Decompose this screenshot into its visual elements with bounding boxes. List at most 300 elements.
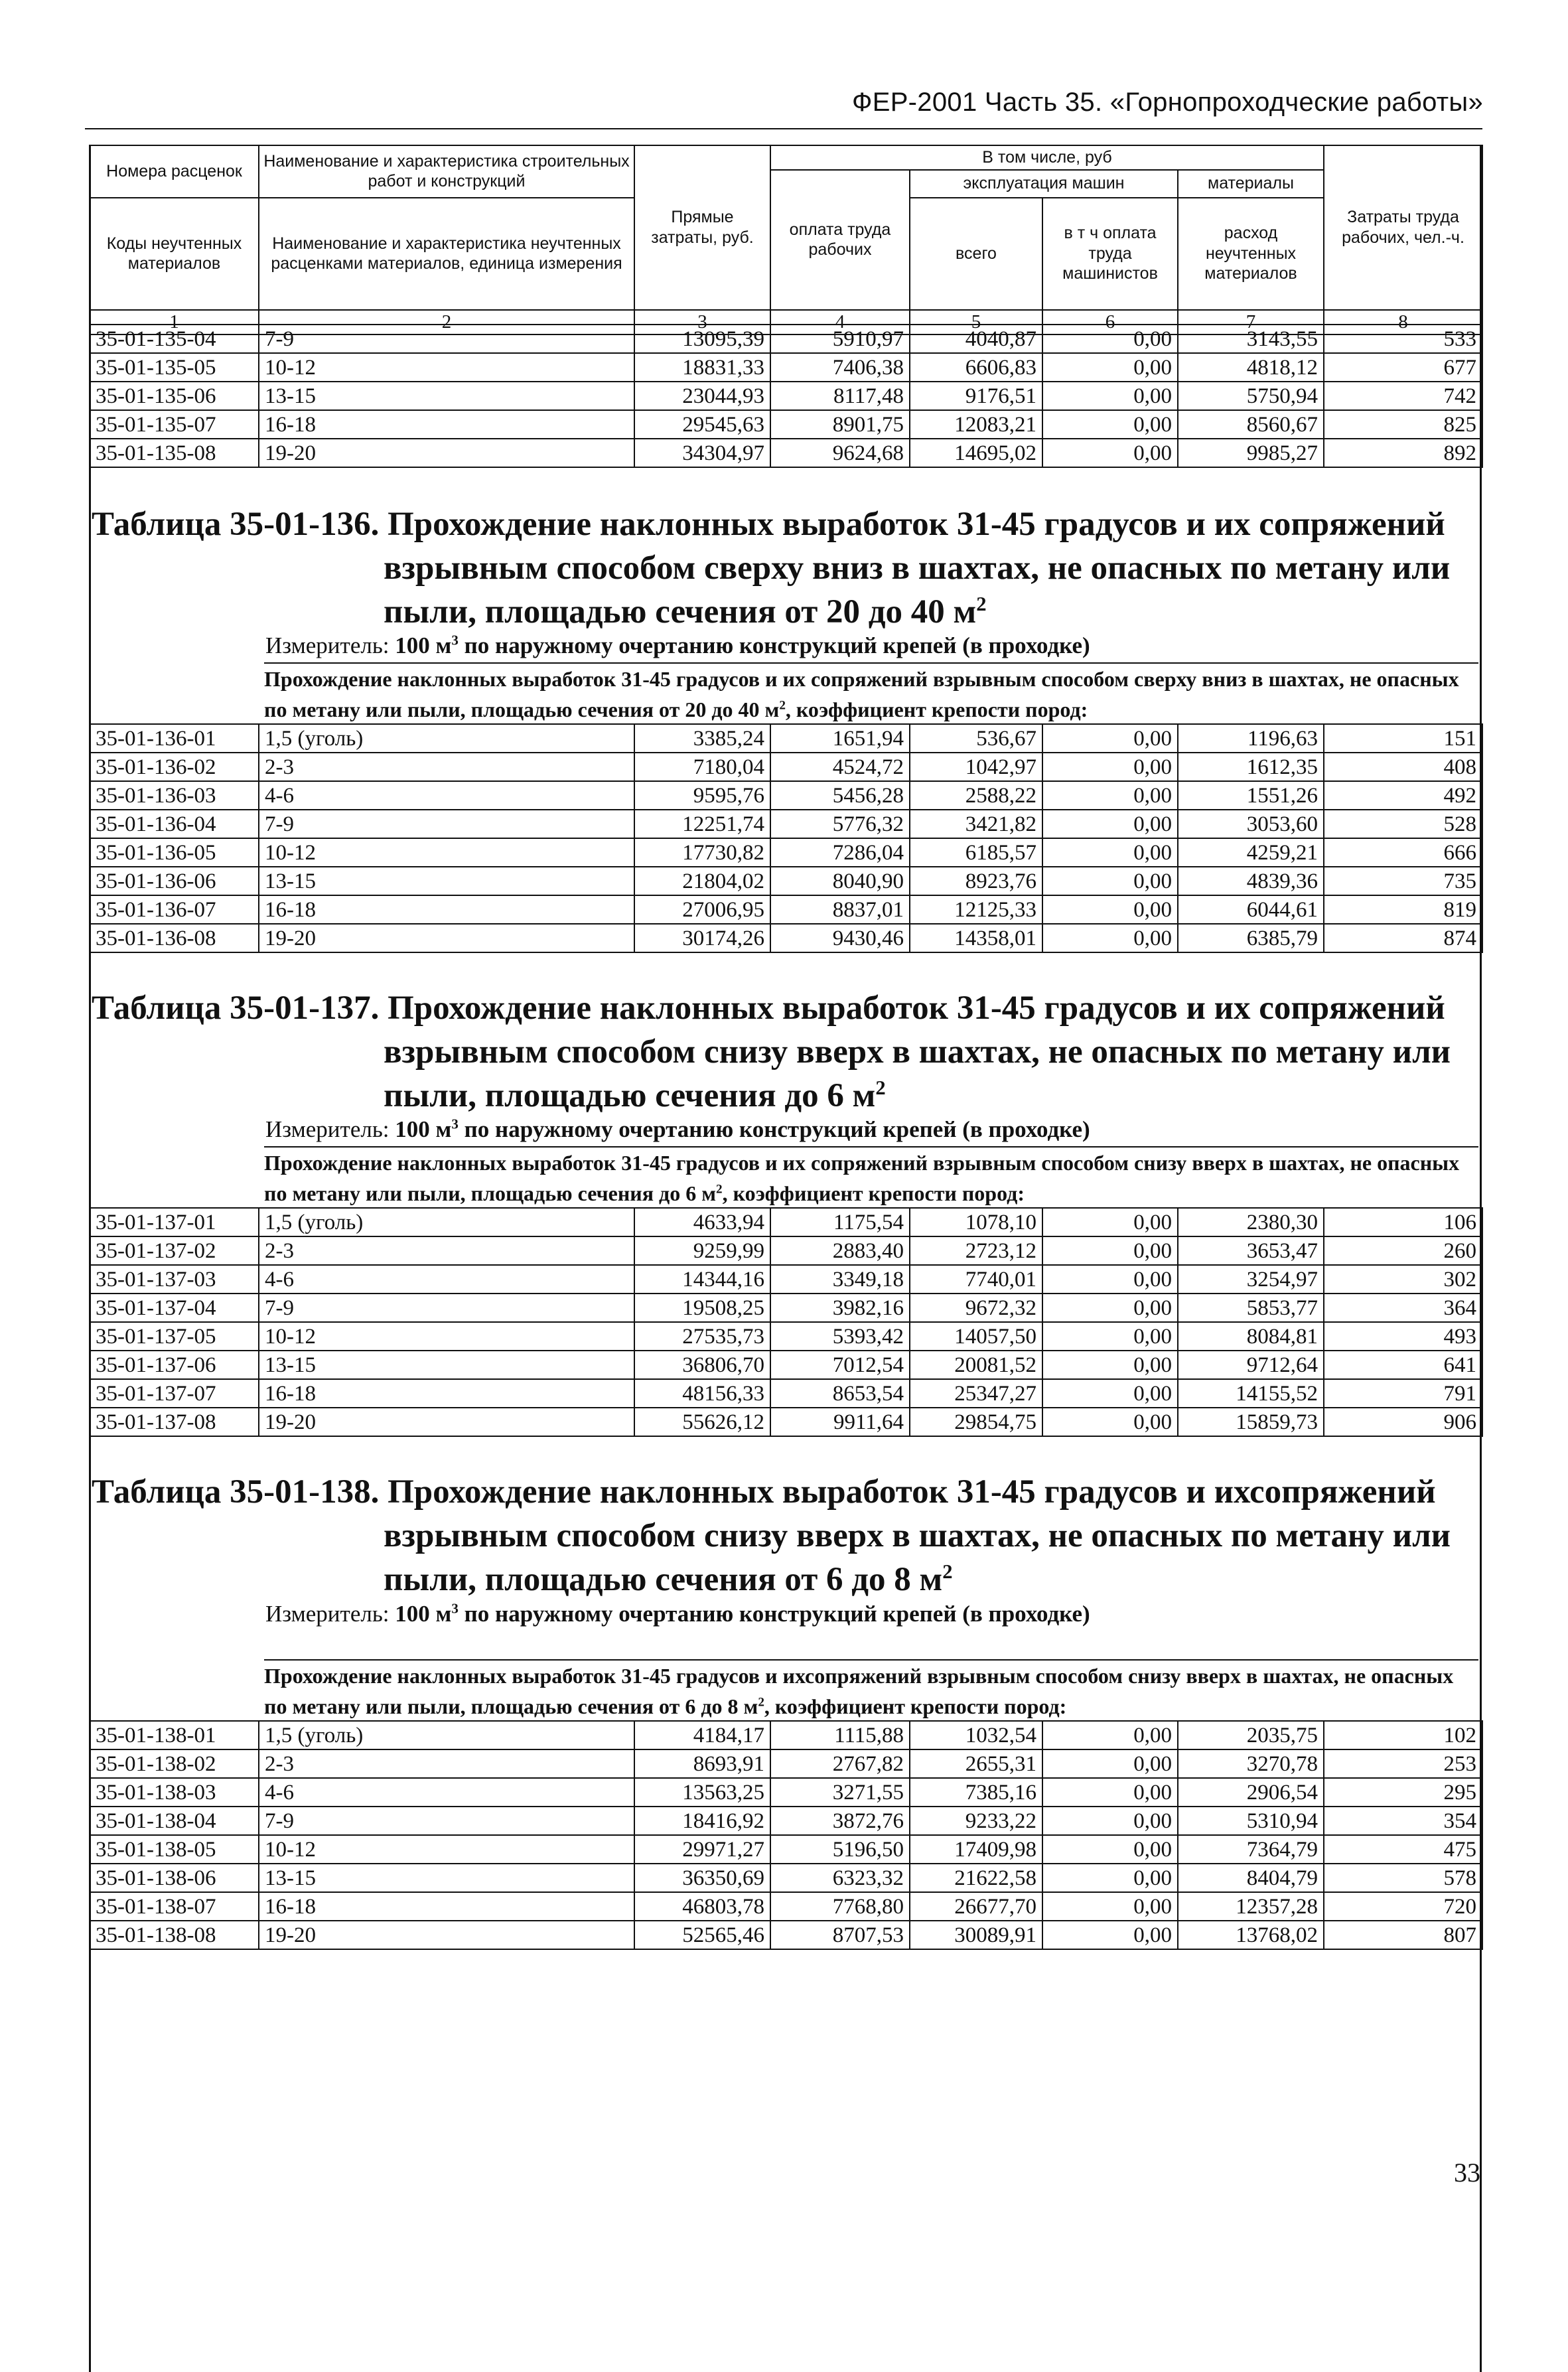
cell-rate-code: 35-01-138-05	[90, 1835, 259, 1864]
cell-operators-pay: 0,00	[1042, 895, 1178, 924]
cell-rate-code: 35-01-137-05	[90, 1322, 259, 1351]
cell-labor-hours: 819	[1324, 895, 1482, 924]
col-number-5: 5	[910, 310, 1042, 334]
cell-labor-hours: 807	[1324, 1921, 1482, 1949]
table-row	[90, 895, 1482, 924]
cell-rate-code: 35-01-137-02	[90, 1236, 259, 1265]
cell-machines-total: 14358,01	[910, 924, 1042, 952]
cell-hardness: 1,5 (уголь)	[259, 724, 634, 753]
cell-direct-costs: 12251,74	[634, 810, 770, 838]
cell-machines-total: 9672,32	[910, 1294, 1042, 1322]
cell-workers-pay: 6323,32	[770, 1864, 910, 1892]
cell-machines-total: 30089,91	[910, 1921, 1042, 1949]
cell-labor-hours: 892	[1324, 439, 1482, 467]
cell-labor-hours: 825	[1324, 410, 1482, 439]
meter-label: Измеритель:	[265, 632, 390, 658]
cell-material-consumption: 1196,63	[1178, 724, 1324, 753]
cell-direct-costs: 13563,25	[634, 1778, 770, 1807]
table-row	[90, 353, 1482, 382]
table-137-title: Прохождение наклонных выработок 31-45 градусов и их сопряжений взрывным способом снизу вверх в шахтах, не опасных по метану или пыли, площадью сечения до 6 м	[384, 990, 1451, 1114]
cell-rate-code: 35-01-136-02	[90, 753, 259, 781]
cell-material-consumption: 8084,81	[1178, 1322, 1324, 1351]
cell-direct-costs: 4184,17	[634, 1721, 770, 1749]
cell-labor-hours: 641	[1324, 1351, 1482, 1379]
table-row	[90, 1721, 1482, 1749]
cell-workers-pay: 9430,46	[770, 924, 910, 952]
meter-unit: 100 $м^3$ по наружному очертанию конструкций крепей (в проходке)	[395, 1116, 1090, 1142]
cell-labor-hours: 533	[1324, 325, 1482, 353]
cell-labor-hours: 742	[1324, 382, 1482, 410]
table-138-title-sup: 2	[942, 1560, 953, 1583]
cell-labor-hours: 906	[1324, 1408, 1482, 1436]
cell-labor-hours: 253	[1324, 1749, 1482, 1778]
cell-material-consumption: 3270,78	[1178, 1749, 1324, 1778]
table-138-caption	[92, 1470, 1478, 1601]
cell-workers-pay: 8653,54	[770, 1379, 910, 1408]
cell-labor-hours: 720	[1324, 1892, 1482, 1921]
cell-hardness: 13-15	[259, 382, 634, 410]
cell-direct-costs: 19508,25	[634, 1294, 770, 1322]
cell-workers-pay: 7012,54	[770, 1351, 910, 1379]
cell-labor-hours: 364	[1324, 1294, 1482, 1322]
cell-operators-pay: 0,00	[1042, 1322, 1178, 1351]
cell-machines-total: 25347,27	[910, 1379, 1042, 1408]
cell-hardness: 7-9	[259, 325, 634, 353]
cell-machines-total: 21622,58	[910, 1864, 1042, 1892]
table-row	[90, 325, 1482, 353]
table-row	[90, 753, 1482, 781]
cell-machines-total: 1042,97	[910, 753, 1042, 781]
cell-workers-pay: 7286,04	[770, 838, 910, 867]
cell-operators-pay: 0,00	[1042, 1892, 1178, 1921]
table-row	[90, 410, 1482, 439]
cell-material-consumption: 4839,36	[1178, 867, 1324, 895]
meter-unit: 100 $м^3$ по наружному очертанию конструкций крепей (в проходке)	[395, 1600, 1090, 1627]
table-row	[90, 781, 1482, 810]
cell-labor-hours: 260	[1324, 1236, 1482, 1265]
cell-direct-costs: 4633,94	[634, 1208, 770, 1236]
cell-material-consumption: 14155,52	[1178, 1379, 1324, 1408]
cell-rate-code: 35-01-138-08	[90, 1921, 259, 1949]
cell-hardness: 7-9	[259, 1807, 634, 1835]
cell-workers-pay: 7406,38	[770, 353, 910, 382]
cell-machines-total: 2723,12	[910, 1236, 1042, 1265]
cell-workers-pay: 7768,80	[770, 1892, 910, 1921]
cell-hardness: 10-12	[259, 838, 634, 867]
column-header-table	[89, 145, 1483, 335]
cell-operators-pay: 0,00	[1042, 1864, 1178, 1892]
cell-operators-pay: 0,00	[1042, 1835, 1178, 1864]
cell-rate-code: 35-01-137-04	[90, 1294, 259, 1322]
table-136-number: Таблица 35-01-136.	[92, 506, 380, 543]
cell-material-consumption: 6385,79	[1178, 924, 1324, 952]
cell-workers-pay: 1115,88	[770, 1721, 910, 1749]
cell-direct-costs: 21804,02	[634, 867, 770, 895]
table-row	[90, 1864, 1482, 1892]
table-138-work-description: Прохождение наклонных выработок 31-45 градусов и ихсопряжений взрывным способом снизу вверх в шахтах, не опасных по метану или пыли, площадью сечения от 6 до 8 $м^2$, коэффициент крепости пород:	[264, 1659, 1478, 1722]
cell-direct-costs: 29971,27	[634, 1835, 770, 1864]
cell-labor-hours: 106	[1324, 1208, 1482, 1236]
cell-material-consumption: 8560,67	[1178, 410, 1324, 439]
col-number-8: 8	[1324, 310, 1482, 334]
cell-labor-hours: 408	[1324, 753, 1482, 781]
cell-workers-pay: 4524,72	[770, 753, 910, 781]
cell-labor-hours: 677	[1324, 353, 1482, 382]
cell-workers-pay: 5393,42	[770, 1322, 910, 1351]
table-138-number: Таблица 35-01-138.	[92, 1473, 380, 1511]
cell-direct-costs: 13095,39	[634, 325, 770, 353]
cell-labor-hours: 578	[1324, 1864, 1482, 1892]
cell-direct-costs: 30174,26	[634, 924, 770, 952]
cell-direct-costs: 23044,93	[634, 382, 770, 410]
cell-direct-costs: 48156,33	[634, 1379, 770, 1408]
cell-labor-hours: 666	[1324, 838, 1482, 867]
table-row	[90, 1892, 1482, 1921]
table-row	[90, 1749, 1482, 1778]
cell-workers-pay: 5196,50	[770, 1835, 910, 1864]
table-135-rows	[89, 324, 1483, 468]
cell-hardness: 19-20	[259, 1921, 634, 1949]
cell-hardness: 7-9	[259, 810, 634, 838]
cell-material-consumption: 9985,27	[1178, 439, 1324, 467]
cell-hardness: 2-3	[259, 1749, 634, 1778]
cell-labor-hours: 475	[1324, 1835, 1482, 1864]
cell-operators-pay: 0,00	[1042, 382, 1178, 410]
cell-operators-pay: 0,00	[1042, 1379, 1178, 1408]
table-row	[90, 1351, 1482, 1379]
cell-material-consumption: 7364,79	[1178, 1835, 1324, 1864]
table-row	[90, 924, 1482, 952]
cell-operators-pay: 0,00	[1042, 781, 1178, 810]
cell-machines-total: 7385,16	[910, 1778, 1042, 1807]
header-rule	[85, 128, 1482, 129]
col-number-1: 1	[90, 310, 259, 334]
cell-hardness: 16-18	[259, 1379, 634, 1408]
cell-direct-costs: 17730,82	[634, 838, 770, 867]
cell-machines-total: 2588,22	[910, 781, 1042, 810]
cell-hardness: 1,5 (уголь)	[259, 1208, 634, 1236]
cell-hardness: 13-15	[259, 1864, 634, 1892]
header-direct-costs: Прямые затраты, руб.	[634, 145, 770, 310]
header-including: В том числе, руб	[770, 145, 1324, 170]
cell-machines-total: 9176,51	[910, 382, 1042, 410]
cell-operators-pay: 0,00	[1042, 867, 1178, 895]
cell-machines-total: 3421,82	[910, 810, 1042, 838]
cell-hardness: 13-15	[259, 867, 634, 895]
cell-workers-pay: 5910,97	[770, 325, 910, 353]
cell-machines-total: 14057,50	[910, 1322, 1042, 1351]
table-row	[90, 1807, 1482, 1835]
cell-rate-code: 35-01-137-06	[90, 1351, 259, 1379]
table-137-work-description: Прохождение наклонных выработок 31-45 градусов и их сопряжений взрывным способом снизу вверх в шахтах, не опасных по метану или пыли, площадью сечения до 6 $м^2$, коэффициент крепости пород:	[264, 1146, 1478, 1209]
cell-rate-code: 35-01-137-08	[90, 1408, 259, 1436]
cell-workers-pay: 8117,48	[770, 382, 910, 410]
cell-workers-pay: 3982,16	[770, 1294, 910, 1322]
table-136-work-description: Прохождение наклонных выработок 31-45 градусов и их сопряжений взрывным способом сверху вниз в шахтах, не опасных по метану или пыли, площадью сечения от 20 до 40 $м^2$, коэффициент крепости пород:	[264, 662, 1478, 725]
col-number-2: 2	[259, 310, 634, 334]
cell-operators-pay: 0,00	[1042, 1236, 1178, 1265]
cell-operators-pay: 0,00	[1042, 810, 1178, 838]
header-materials: материалы	[1178, 170, 1324, 198]
running-head: ФЕР-2001 Часть 35. «Горнопроходческие работы»	[852, 88, 1483, 117]
header-operators-pay: в т ч оплата труда машинистов	[1042, 198, 1178, 310]
cell-operators-pay: 0,00	[1042, 1351, 1178, 1379]
cell-hardness: 4-6	[259, 1265, 634, 1294]
cell-rate-code: 35-01-138-07	[90, 1892, 259, 1921]
cell-hardness: 7-9	[259, 1294, 634, 1322]
cell-material-consumption: 3254,97	[1178, 1265, 1324, 1294]
meter-unit: 100 $м^3$ по наружному очертанию конструкций крепей (в проходке)	[395, 632, 1090, 658]
table-row	[90, 382, 1482, 410]
cell-workers-pay: 3349,18	[770, 1265, 910, 1294]
cell-direct-costs: 9259,99	[634, 1236, 770, 1265]
cell-labor-hours: 492	[1324, 781, 1482, 810]
cell-operators-pay: 0,00	[1042, 410, 1178, 439]
cell-direct-costs: 55626,12	[634, 1408, 770, 1436]
cell-operators-pay: 0,00	[1042, 1408, 1178, 1436]
cell-material-consumption: 15859,73	[1178, 1408, 1324, 1436]
cell-direct-costs: 36806,70	[634, 1351, 770, 1379]
cell-direct-costs: 27006,95	[634, 895, 770, 924]
cell-material-consumption: 8404,79	[1178, 1864, 1324, 1892]
table-row	[90, 1408, 1482, 1436]
cell-rate-code: 35-01-138-01	[90, 1721, 259, 1749]
cell-labor-hours: 151	[1324, 724, 1482, 753]
cell-material-consumption: 9712,64	[1178, 1351, 1324, 1379]
header-material-name: Наименование и характеристика неучтенных расценками материалов, единица измерения	[259, 198, 634, 310]
cell-machines-total: 26677,70	[910, 1892, 1042, 1921]
cell-rate-code: 35-01-138-06	[90, 1864, 259, 1892]
cell-rate-code: 35-01-135-08	[90, 439, 259, 467]
table-137-title-sup: 2	[875, 1076, 886, 1099]
cell-direct-costs: 7180,04	[634, 753, 770, 781]
header-workers-pay: оплата труда рабочих	[770, 170, 910, 310]
cell-material-consumption: 4259,21	[1178, 838, 1324, 867]
table-138-meter	[265, 1601, 1090, 1627]
cell-material-consumption: 5853,77	[1178, 1294, 1324, 1322]
table-row	[90, 1778, 1482, 1807]
table-row	[90, 1236, 1482, 1265]
table-137-title-block	[92, 986, 1478, 1118]
cell-rate-code: 35-01-136-06	[90, 867, 259, 895]
cell-operators-pay: 0,00	[1042, 1921, 1178, 1949]
cell-machines-total: 17409,98	[910, 1835, 1042, 1864]
header-work-name: Наименование и характеристика строительных работ и конструкций	[259, 145, 634, 198]
table-row	[90, 1921, 1482, 1949]
table-row	[90, 1208, 1482, 1236]
cell-workers-pay: 9911,64	[770, 1408, 910, 1436]
cell-rate-code: 35-01-136-01	[90, 724, 259, 753]
cell-operators-pay: 0,00	[1042, 1208, 1178, 1236]
cell-direct-costs: 18416,92	[634, 1807, 770, 1835]
cell-machines-total: 29854,75	[910, 1408, 1042, 1436]
col-number-4: 4	[770, 310, 910, 334]
header-material-consumption: расход неучтенных материалов	[1178, 198, 1324, 310]
header-rate-number: Номера расценок	[90, 145, 259, 198]
header-material-code: Коды неучтенных материалов	[90, 198, 259, 310]
cell-material-consumption: 13768,02	[1178, 1921, 1324, 1949]
cell-machines-total: 6606,83	[910, 353, 1042, 382]
table-row	[90, 1835, 1482, 1864]
cell-hardness: 10-12	[259, 1322, 634, 1351]
cell-operators-pay: 0,00	[1042, 1749, 1178, 1778]
col-number-6: 6	[1042, 310, 1178, 334]
header-labor-costs: Затраты труда рабочих, чел.-ч.	[1324, 145, 1482, 310]
cell-workers-pay: 8040,90	[770, 867, 910, 895]
cell-material-consumption: 12357,28	[1178, 1892, 1324, 1921]
header-machines-total: всего	[910, 198, 1042, 310]
cell-hardness: 19-20	[259, 924, 634, 952]
cell-machines-total: 9233,22	[910, 1807, 1042, 1835]
cell-workers-pay: 3872,76	[770, 1807, 910, 1835]
cell-machines-total: 8923,76	[910, 867, 1042, 895]
cell-rate-code: 35-01-136-03	[90, 781, 259, 810]
cell-machines-total: 1032,54	[910, 1721, 1042, 1749]
cell-material-consumption: 2380,30	[1178, 1208, 1324, 1236]
cell-direct-costs: 34304,97	[634, 439, 770, 467]
cell-rate-code: 35-01-136-04	[90, 810, 259, 838]
cell-workers-pay: 3271,55	[770, 1778, 910, 1807]
cell-operators-pay: 0,00	[1042, 1265, 1178, 1294]
cell-rate-code: 35-01-138-02	[90, 1749, 259, 1778]
cell-rate-code: 35-01-135-06	[90, 382, 259, 410]
cell-material-consumption: 3653,47	[1178, 1236, 1324, 1265]
table-row	[90, 439, 1482, 467]
cell-workers-pay: 1175,54	[770, 1208, 910, 1236]
page-number: 33	[1454, 2158, 1480, 2187]
cell-rate-code: 35-01-138-03	[90, 1778, 259, 1807]
table-136-meter	[265, 632, 1090, 659]
cell-rate-code: 35-01-135-07	[90, 410, 259, 439]
cell-machines-total: 4040,87	[910, 325, 1042, 353]
table-137-number: Таблица 35-01-137.	[92, 990, 380, 1027]
cell-operators-pay: 0,00	[1042, 1294, 1178, 1322]
cell-workers-pay: 2883,40	[770, 1236, 910, 1265]
cell-material-consumption: 5750,94	[1178, 382, 1324, 410]
cell-labor-hours: 791	[1324, 1379, 1482, 1408]
cell-machines-total: 1078,10	[910, 1208, 1042, 1236]
cell-labor-hours: 874	[1324, 924, 1482, 952]
cell-operators-pay: 0,00	[1042, 1778, 1178, 1807]
cell-rate-code: 35-01-137-07	[90, 1379, 259, 1408]
table-136-rows	[89, 723, 1483, 953]
table-row	[90, 1294, 1482, 1322]
table-137-caption	[92, 986, 1478, 1118]
cell-material-consumption: 2035,75	[1178, 1721, 1324, 1749]
cell-hardness: 16-18	[259, 1892, 634, 1921]
cell-hardness: 19-20	[259, 1408, 634, 1436]
cell-workers-pay: 8707,53	[770, 1921, 910, 1949]
cell-hardness: 16-18	[259, 410, 634, 439]
cell-rate-code: 35-01-138-04	[90, 1807, 259, 1835]
cell-hardness: 2-3	[259, 1236, 634, 1265]
cell-machines-total: 12083,21	[910, 410, 1042, 439]
header-machine-operation: эксплуатация машин	[910, 170, 1178, 198]
cell-operators-pay: 0,00	[1042, 1721, 1178, 1749]
cell-material-consumption: 5310,94	[1178, 1807, 1324, 1835]
cell-direct-costs: 18831,33	[634, 353, 770, 382]
table-138-title: Прохождение наклонных выработок 31-45 градусов и ихсопряжений взрывным способом снизу вверх в шахтах, не опасных по метану или пыли, площадью сечения от 6 до 8 м	[384, 1473, 1451, 1598]
cell-operators-pay: 0,00	[1042, 353, 1178, 382]
cell-direct-costs: 3385,24	[634, 724, 770, 753]
cell-hardness: 16-18	[259, 895, 634, 924]
cell-workers-pay: 8901,75	[770, 410, 910, 439]
cell-direct-costs: 27535,73	[634, 1322, 770, 1351]
cell-workers-pay: 9624,68	[770, 439, 910, 467]
table-136-title-sup: 2	[976, 593, 987, 615]
cell-labor-hours: 528	[1324, 810, 1482, 838]
cell-hardness: 4-6	[259, 1778, 634, 1807]
cell-rate-code: 35-01-135-04	[90, 325, 259, 353]
cell-machines-total: 20081,52	[910, 1351, 1042, 1379]
cell-machines-total: 14695,02	[910, 439, 1042, 467]
cell-labor-hours: 295	[1324, 1778, 1482, 1807]
table-138-title-block	[92, 1470, 1478, 1601]
col-number-3: 3	[634, 310, 770, 334]
meter-label: Измеритель:	[265, 1601, 390, 1627]
cell-labor-hours: 302	[1324, 1265, 1482, 1294]
cell-material-consumption: 2906,54	[1178, 1778, 1324, 1807]
cell-machines-total: 12125,33	[910, 895, 1042, 924]
table-row	[90, 724, 1482, 753]
cell-hardness: 13-15	[259, 1351, 634, 1379]
cell-machines-total: 536,67	[910, 724, 1042, 753]
cell-material-consumption: 6044,61	[1178, 895, 1324, 924]
cell-material-consumption: 3143,55	[1178, 325, 1324, 353]
cell-direct-costs: 14344,16	[634, 1265, 770, 1294]
table-136-caption	[92, 502, 1478, 634]
cell-hardness: 10-12	[259, 1835, 634, 1864]
cell-machines-total: 7740,01	[910, 1265, 1042, 1294]
table-138-rows	[89, 1720, 1483, 1950]
cell-hardness: 2-3	[259, 753, 634, 781]
cell-labor-hours: 102	[1324, 1721, 1482, 1749]
cell-operators-pay: 0,00	[1042, 838, 1178, 867]
cell-operators-pay: 0,00	[1042, 439, 1178, 467]
cell-operators-pay: 0,00	[1042, 325, 1178, 353]
cell-direct-costs: 36350,69	[634, 1864, 770, 1892]
table-136-title-block	[92, 502, 1478, 634]
table-row	[90, 838, 1482, 867]
cell-hardness: 4-6	[259, 781, 634, 810]
cell-operators-pay: 0,00	[1042, 753, 1178, 781]
cell-rate-code: 35-01-136-05	[90, 838, 259, 867]
cell-material-consumption: 3053,60	[1178, 810, 1324, 838]
table-137-meter	[265, 1116, 1090, 1143]
cell-workers-pay: 5456,28	[770, 781, 910, 810]
cell-hardness: 10-12	[259, 353, 634, 382]
cell-operators-pay: 0,00	[1042, 924, 1178, 952]
table-row	[90, 867, 1482, 895]
cell-workers-pay: 2767,82	[770, 1749, 910, 1778]
table-137-rows	[89, 1207, 1483, 1437]
cell-workers-pay: 1651,94	[770, 724, 910, 753]
cell-machines-total: 2655,31	[910, 1749, 1042, 1778]
table-row	[90, 1265, 1482, 1294]
cell-workers-pay: 5776,32	[770, 810, 910, 838]
table-row	[90, 810, 1482, 838]
cell-labor-hours: 354	[1324, 1807, 1482, 1835]
cell-operators-pay: 0,00	[1042, 1807, 1178, 1835]
cell-material-consumption: 1612,35	[1178, 753, 1324, 781]
cell-rate-code: 35-01-136-08	[90, 924, 259, 952]
table-row	[90, 1379, 1482, 1408]
col-number-7: 7	[1178, 310, 1324, 334]
cell-labor-hours: 735	[1324, 867, 1482, 895]
table-row	[90, 1322, 1482, 1351]
cell-labor-hours: 493	[1324, 1322, 1482, 1351]
meter-label: Измеритель:	[265, 1116, 390, 1142]
